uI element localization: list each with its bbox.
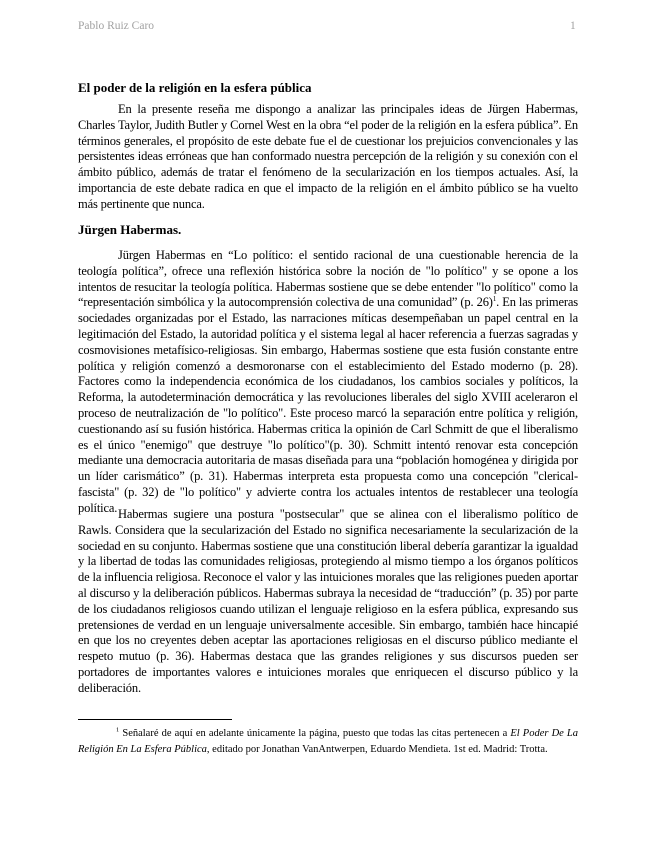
footnote-reference[interactable]: 1 [492,295,497,304]
footnote-text: Señalaré de aquí en adelante únicamente la página, puesto que todas las citas pertenecen a [119,728,511,739]
document-title: El poder de la religión en la esfera pública [78,80,312,95]
paragraph-text: Jürgen Habermas en “Lo político: el sentido racional de una cuestionable herencia de la teología política”, ofrece una reflexión histórica sobre la noción de "lo político" y se opone a los intentos de resucitar la teología política. Habermas sostiene que se debe entender "lo político" como la “representación simbólica y la autocomprensión colectiva de una comunidad” (p. 26) [78,248,578,310]
footnote-book-title: El Poder De La Religión En La Esfera Pública [78,728,579,755]
header-author: Pablo Ruiz Caro [78,20,155,32]
body-paragraph-1 [78,248,578,517]
footnote-separator [78,719,232,720]
section-heading: Jürgen Habermas. [78,222,182,237]
page-number: 1 [570,20,576,32]
footnote-mark: 1 [116,726,120,734]
footnote-text: , editado por Jonathan VanAntwerpen, Eduardo Mendieta. 1st ed. Madrid: Trotta. [206,743,548,755]
body-paragraph-2: Habermas sugiere una postura "postsecular" que se alinea con el liberalismo político de Rawls. Considera que la secularización del Estado no significa necesariamente la secularización de la sociedad en su conjunto. Habermas sostiene que una constitución liberal debería garantizar la igualdad y la libertad de todas las comunidades religiosas, protegiendo al mismo tiempo a los órganos políticos de la influencia religiosa. Reconoce el valor y las intuiciones morales que las religiones pueden aportar al discurso y la deliberación públicos. Habermas subraya la necesidad de “traducción” (p. 35) por parte de los ciudadanos religiosos cuando utilizan el lenguaje religioso en la esfera pública, expresando sus pretensiones de verdad en un lenguaje universalmente accesible. Sin embargo, también hace hincapié en que los no creyentes deben aceptar las aportaciones religiosas en el discurso público mediante el respeto mutuo (p. 36). Habermas destaca que las grandes religiones y sus discursos pueden ser portadores de importantes valores e intuiciones morales que enriquecen el discurso público y la deliberación. [78,507,578,695]
footnote [78,726,578,757]
paragraph-text: . En las primeras sociedades organizadas por el Estado, las narraciones míticas desempeñaban un papel central en la legitimación del Estado, la autoridad política y el sistema legal al hacer referencia a fuerzas sagradas y cosmovisiones metafísico-religiosas. Sin embargo, Habermas sostiene que esta fusión constante entre política y religión comenzó a desmoronarse con el establecimiento del Estado moderno (p. 28). Factores como la independencia económica de los ciudadanos, los cambios sociales y políticos, la Reforma, la autodeterminación democrática y las revoluciones liberales del siglo XVIII aceleraron el proceso de neutralización de "lo político". Este proceso marcó la separación entre política y religión, cuestionando así su fusión histórica. Habermas critica la opinión de Carl Schmitt de que el liberalismo es el único "enemigo" que destruye "lo político"(p. 30). Schmitt intentó renovar esta concepción mediante una democracia autoritaria de masas diseñada para una “población homogénea y dirigida por un líder carismático” (p. 31). Habermas interpreta esta propuesta como una concepción "clerical-fascista" (p. 32) de "lo político" y advierte contra los actuales intentos de restablecer una teología política. [78,295,578,515]
intro-paragraph: En la presente reseña me dispongo a analizar las principales ideas de Jürgen Habermas, Charles Taylor, Judith Butler y Cornel West en la obra “el poder de la religión en la esfera pública”. En términos generales, el propósito de este debate fue el de cuestionar los prejuicios convencionales y las persistentes ideas erróneas que han conformado nuestra percepción de la religión y su conexión con el ámbito público, además de tratar el fenómeno de la secularización en los tiempos actuales. Así, la importancia de este debate radica en que el impacto de la religión en el ámbito público se ha vuelto más pertinente que nunca. [78,102,578,211]
